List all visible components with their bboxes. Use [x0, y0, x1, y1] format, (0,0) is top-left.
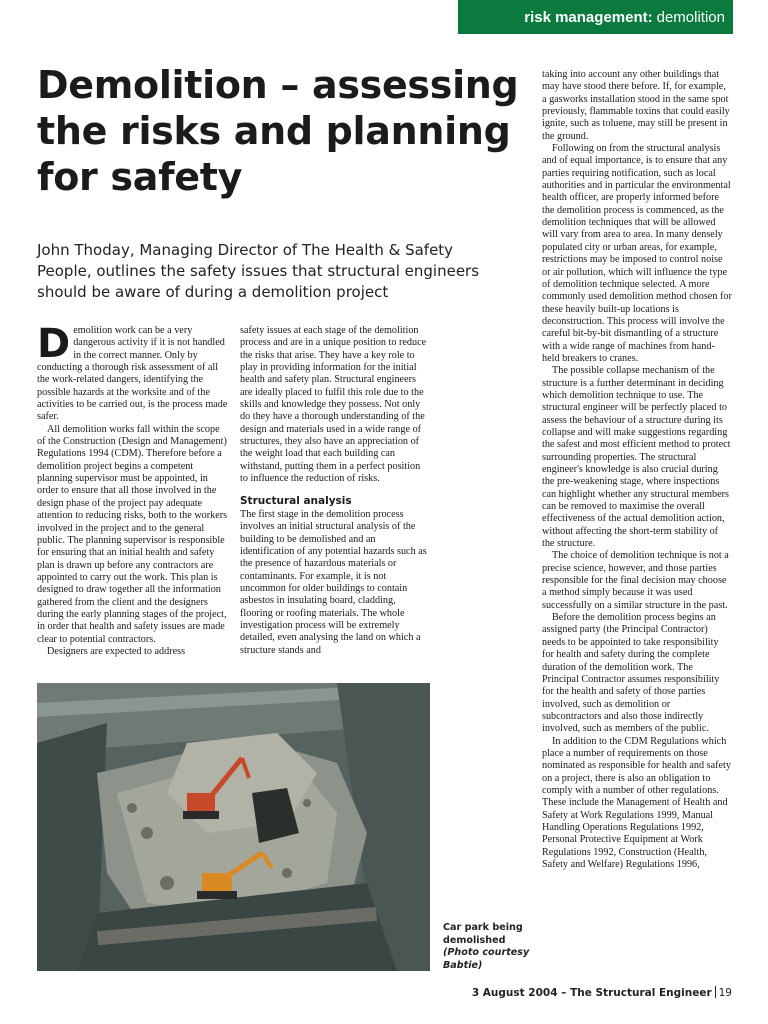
- article-title: Demolition – assessing the risks and planning for safety: [37, 63, 519, 199]
- section-header-tab: [458, 0, 733, 34]
- caption-text: Car park being demolished: [443, 922, 523, 946]
- paragraph: Before the demolition process begins an assigned party (the Principal Contractor) needs to be appointed to take responsibility for health and safety during the complete duration of the demolition work. The Principal Contractor assumes responsibility for the health and safety of those parties involved, such as demolition or subcontractors and also those indirectly involved, such as members of the public.: [542, 612, 720, 735]
- issue-info: 3 August 2004 – The Structural Engineer: [471, 987, 712, 999]
- standfirst: John Thoday, Managing Director of The Health & Safety People, outlines the safety issues that structural engineers should be aware of during a demolition project: [37, 241, 480, 301]
- footer-divider: [715, 986, 716, 998]
- demolition-photo: [37, 683, 430, 971]
- drop-cap: D: [37, 321, 71, 367]
- car-park-demolition-illustration: [37, 683, 430, 971]
- paragraph: safety issues at each stage of the demolition process and are in a unique position to reduce the risks that arise. They have a key role to play in providing information for the initial health and safety plan. Structural engineers are ideally placed to fulfil this role due to the skills and knowledge they possess. Not only do they have a thorough understanding of the design and materials used in a wide range of structures, they also have an appreciation of the weight load that each building can withstand, putting them in a perfect position to influence the reduction of risks.: [240, 325, 427, 485]
- paragraph: The choice of demolition technique is not a precise science, however, and those parties responsible for the final decision may choose a method simply because it was used successfully on a similar structure in the past.: [542, 550, 729, 611]
- paragraph-text: emolition work can be a very dangerous activity if it is not handled in the correct manner. Only by conducting a thorough risk assessment of all the work-related dangers, identifying the possible hazards at the worksite and of the activities to be carried out, is the process made safer.: [37, 325, 228, 423]
- subheading: Structural analysis: [240, 495, 352, 508]
- paragraph: The possible collapse mechanism of the structure is a further determinant in deciding which demolition technique to use. The structural engineer will be perfectly placed to assess the behaviour of a structure during its collapse and will make suggestions regarding the safest and most efficient method to protect surrounding properties. The structural engineer's knowledge is also crucial during the pre-weakening stage, where inspections can highlight whether any structural members can be removed to maximise the overall effectiveness of the actual demolition action, without affecting the short-term stability of the structure.: [542, 365, 731, 550]
- page-number: 19: [718, 987, 732, 999]
- paragraph: All demolition works fall within the scope of the Construction (Design and Management) Regulations 1994 (CDM). Therefore before a demolition project begins a competent planning supervisor must be appointed, in order to ensure that all those involved in the design phase of the project pay adequate attention to reducing risks, both to the workers involved in the project and to the general public. The planning supervisor is responsible for ensuring that an initial health and safety plan is drawn up before any contractors are appointed to carry out the work. This plan is designed to draw together all the information gathered from the client and the designers during the early planning stages of the project, in order that health and safety issues are made clear to potential contractors.: [37, 423, 228, 645]
- page-footer: [472, 986, 732, 999]
- paragraph: taking into account any other buildings that may have stood there before. If, for example, a gasworks installation stood in the same spot previously, flammable toxins that could easily ignite, such as toluene, may still be present in the ground.: [542, 69, 730, 142]
- section-topic: demolition: [656, 8, 725, 26]
- paragraph: [37, 321, 229, 424]
- body-column-2: [240, 325, 430, 657]
- paragraph: Designers are expected to address: [47, 645, 186, 657]
- paragraph: In addition to the CDM Regulations which place a number of requirements on those nominated as responsible for health and safety on a project, there is also an obligation to comply with a number of other regulations. These include the Management of Health and Safety at Work Regulations 1999, Manual Handling Operations Regulations 1992, Personal Protective Equipment at Work Regulations 1992, Construction (Health, Safety and Welfare) Regulations 1996,: [542, 735, 731, 870]
- paragraph: The first stage in the demolition process involves an initial structural analysis of the building to be demolished and an identification of any potential hazards such as the presence of hazardous materials or contaminants. For example, it is not uncommon for older buildings to contain asbestos in insulating board, cladding, flooring or roofing materials. The whole investigation process will be extremely detailed, even analysing the land on which a structure stands and: [240, 508, 427, 656]
- photo-credit: (Photo courtesy Babtie): [443, 947, 530, 971]
- paragraph: Following on from the structural analysis and of equal importance, is to ensure that any parties requiring notification, such as local authorities and in particular the environmental health officer, are properly informed before the demolition process is commenced, as the demolition techniques that will be allowed will vary from area to area. In many densely populated city or urban areas, for example, restrictions may be imposed to control noise or air pollution, which will influence the type of demolition technique selected. A more commonly used demolition method chosen for these heavily built-up locations is deconstruction. This process will involve the careful bit-by-bit dismantling of a structure with a wide range of machines from hand-held breakers to cranes.: [542, 143, 732, 364]
- body-column-1: [37, 321, 229, 658]
- body-column-3: [542, 69, 732, 871]
- section-label: risk management:: [524, 8, 653, 26]
- photo-caption: [443, 922, 535, 972]
